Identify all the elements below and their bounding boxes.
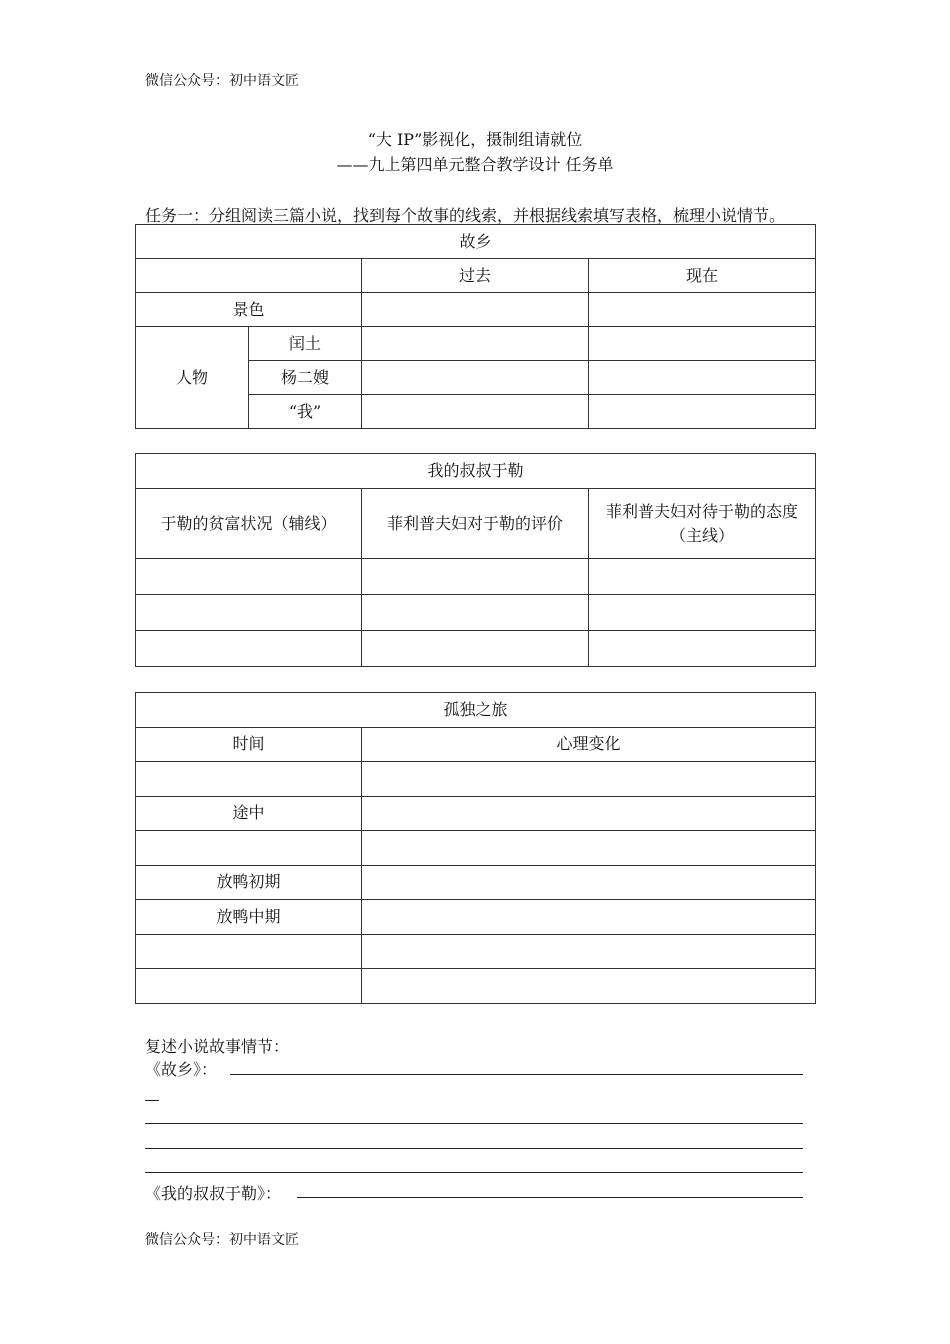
table-title: 故乡 bbox=[136, 225, 816, 259]
fill-cell[interactable] bbox=[589, 395, 816, 429]
person-label: 闰土 bbox=[249, 327, 362, 361]
time-cell[interactable] bbox=[136, 934, 362, 969]
answer-line[interactable] bbox=[145, 1100, 159, 1101]
empty-header-cell bbox=[136, 259, 362, 293]
fill-cell[interactable] bbox=[362, 293, 589, 327]
fill-cell[interactable] bbox=[589, 293, 816, 327]
time-cell: 途中 bbox=[136, 796, 362, 831]
fill-cell[interactable] bbox=[589, 327, 816, 361]
answer-line[interactable] bbox=[145, 1148, 803, 1149]
answer-line[interactable] bbox=[145, 1123, 803, 1124]
col-header-now: 现在 bbox=[589, 259, 816, 293]
col-header: 菲利普夫妇对待于勒的态度（主线） bbox=[589, 489, 816, 559]
fill-cell[interactable] bbox=[136, 559, 362, 595]
recap-guxiang-row bbox=[145, 1057, 803, 1081]
recap-title: 复述小说故事情节： bbox=[145, 1037, 290, 1056]
page-title: “大 IP”影视化，摄制组请就位 bbox=[367, 130, 583, 149]
table-yule bbox=[135, 453, 816, 667]
table-guxiang bbox=[135, 224, 816, 429]
recap-yule-row bbox=[145, 1181, 803, 1205]
time-cell: 放鸭初期 bbox=[136, 865, 362, 900]
fill-cell[interactable] bbox=[136, 595, 362, 631]
col-header: 于勒的贫富状况（辅线） bbox=[136, 489, 362, 559]
time-cell[interactable] bbox=[136, 831, 362, 866]
person-label: 杨二嫂 bbox=[249, 361, 362, 395]
answer-line[interactable] bbox=[145, 1172, 803, 1173]
fill-cell[interactable] bbox=[362, 559, 589, 595]
time-cell[interactable] bbox=[136, 969, 362, 1004]
recap-yule-label: 《我的叔叔于勒》： bbox=[145, 1181, 281, 1204]
col-header-mind: 心理变化 bbox=[362, 727, 816, 762]
page-subtitle: ——九上第四单元整合教学设计 任务单 bbox=[336, 155, 614, 174]
fill-cell[interactable] bbox=[362, 395, 589, 429]
answer-line[interactable] bbox=[230, 1074, 803, 1075]
row-label-people: 人物 bbox=[136, 327, 249, 429]
table-title: 孤独之旅 bbox=[136, 693, 816, 728]
fill-cell[interactable] bbox=[362, 900, 816, 935]
fill-cell[interactable] bbox=[362, 361, 589, 395]
task-instruction: 任务一：分组阅读三篇小说，找到每个故事的线索，并根据线索填写表格，梳理小说情节。 bbox=[145, 206, 786, 225]
fill-cell[interactable] bbox=[362, 934, 816, 969]
fill-cell[interactable] bbox=[589, 361, 816, 395]
fill-cell[interactable] bbox=[589, 631, 816, 667]
fill-cell[interactable] bbox=[362, 865, 816, 900]
time-cell[interactable] bbox=[136, 762, 362, 797]
recap-guxiang-label: 《故乡》： bbox=[145, 1057, 217, 1080]
fill-cell[interactable] bbox=[136, 631, 362, 667]
fill-cell[interactable] bbox=[362, 595, 589, 631]
fill-cell[interactable] bbox=[589, 559, 816, 595]
col-header-past: 过去 bbox=[362, 259, 589, 293]
fill-cell[interactable] bbox=[362, 762, 816, 797]
fill-cell[interactable] bbox=[362, 969, 816, 1004]
col-header: 菲利普夫妇对于勒的评价 bbox=[362, 489, 589, 559]
fill-cell[interactable] bbox=[362, 796, 816, 831]
header-watermark: 微信公众号：初中语文匠 bbox=[145, 73, 299, 89]
footer-watermark: 微信公众号：初中语文匠 bbox=[145, 1232, 299, 1248]
fill-cell[interactable] bbox=[589, 595, 816, 631]
table-gudu bbox=[135, 692, 816, 1004]
table-title: 我的叔叔于勒 bbox=[136, 454, 816, 489]
time-cell: 放鸭中期 bbox=[136, 900, 362, 935]
fill-cell[interactable] bbox=[362, 327, 589, 361]
answer-line[interactable] bbox=[297, 1197, 803, 1198]
col-header-time: 时间 bbox=[136, 727, 362, 762]
row-label-scenery: 景色 bbox=[136, 293, 362, 327]
fill-cell[interactable] bbox=[362, 631, 589, 667]
fill-cell[interactable] bbox=[362, 831, 816, 866]
person-label: “我” bbox=[249, 395, 362, 429]
